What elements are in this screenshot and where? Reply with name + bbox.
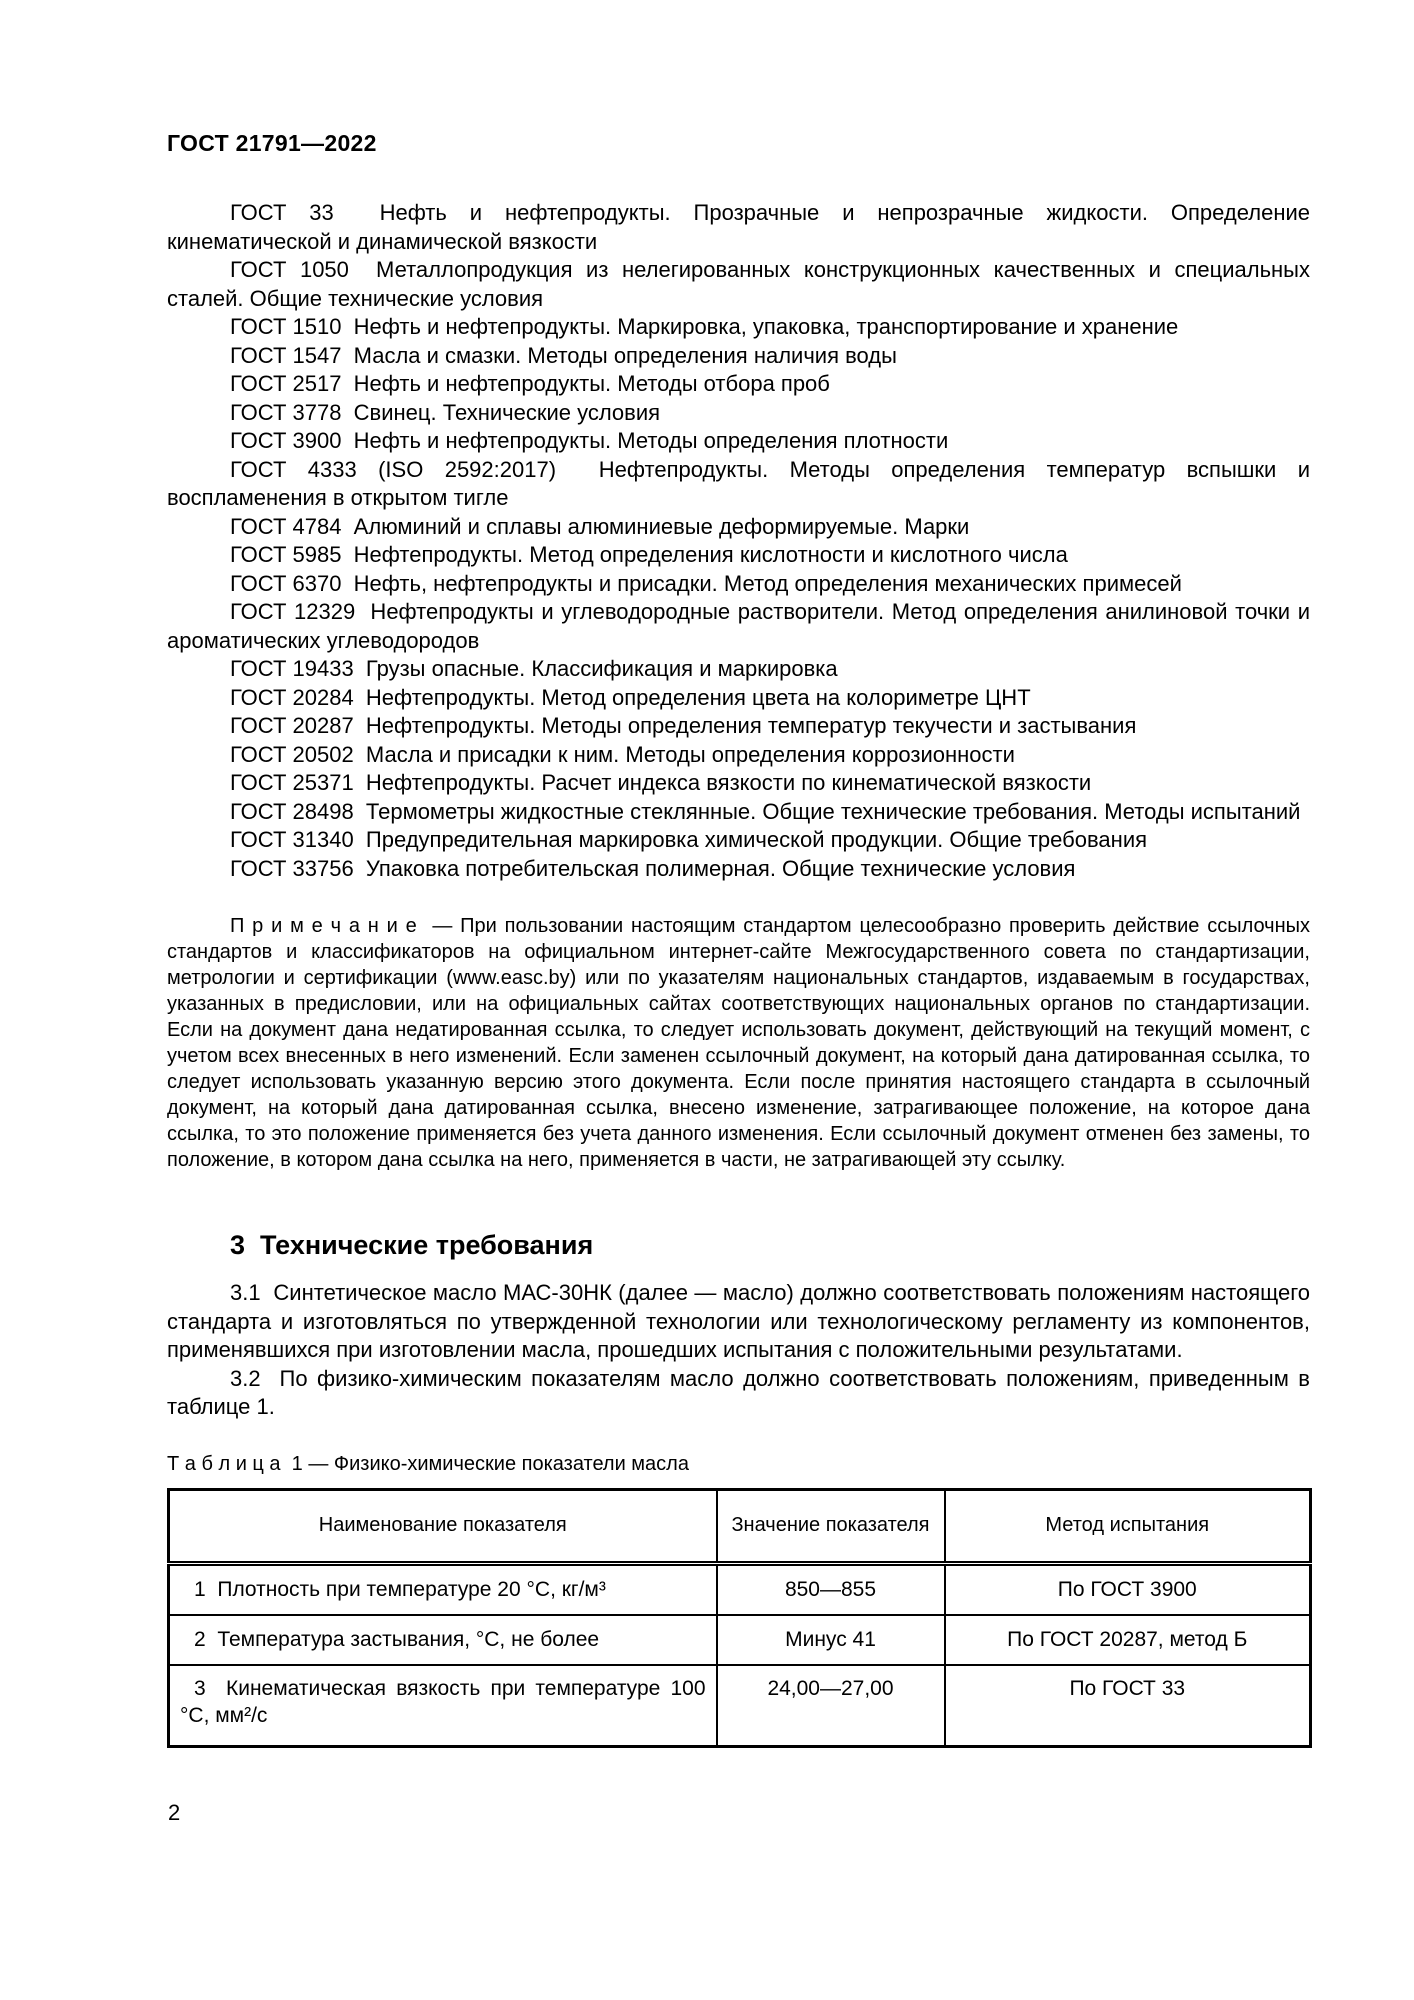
reference-item: ГОСТ 12329 Нефтепродукты и углеводородные растворители. Метод определения анилиновой точки и ароматических углеводородов <box>167 599 1310 653</box>
physico-chemical-table <box>167 1488 1312 1748</box>
reference-item: ГОСТ 28498 Термометры жидкостные стеклянные. Общие технические требования. Методы испытаний <box>230 798 1301 824</box>
reference-item: ГОСТ 1050 Металлопродукция из нелегированных конструкционных качественных и специальных сталей. Общие технические условия <box>167 257 1310 311</box>
reference-item: ГОСТ 33756 Упаковка потребительская полимерная. Общие технические условия <box>230 855 1076 881</box>
section-heading: 3 Технические требования <box>230 1230 594 1260</box>
reference-item: ГОСТ 20502 Масла и присадки к ним. Методы определения коррозионности <box>230 741 1015 767</box>
reference-item: ГОСТ 3900 Нефть и нефтепродукты. Методы определения плотности <box>230 428 949 453</box>
column-header-indicator-name: Наименование показателя <box>169 1489 717 1563</box>
table-header-row <box>169 1489 1311 1563</box>
references-list <box>167 199 1310 883</box>
reference-item: ГОСТ 4333 (ISO 2592:2017) Нефтепродукты. Методы определения температур вспышки и воспламенения в открытом тигле <box>167 456 1310 510</box>
reference-item: ГОСТ 1547 Масла и смазки. Методы определения наличия воды <box>230 342 897 368</box>
reference-item: ГОСТ 33 Нефть и нефтепродукты. Прозрачные и непрозрачные жидкости. Определение кинематической и динамической вязкости <box>167 200 1310 254</box>
reference-item: ГОСТ 3778 Свинец. Технические условия <box>230 399 661 425</box>
cell-indicator-name: 3 Кинематическая вязкость при температуре 100 °С, мм²/с <box>169 1665 717 1747</box>
page-number: 2 <box>168 1800 181 1825</box>
cell-indicator-value: 850—855 <box>717 1563 945 1615</box>
cell-test-method: По ГОСТ 20287, метод Б <box>945 1615 1311 1665</box>
column-header-test-method: Метод испытания <box>945 1489 1311 1563</box>
column-header-indicator-value: Значение показателя <box>717 1489 945 1563</box>
table-row <box>169 1563 1311 1615</box>
cell-indicator-name: 2 Температура застывания, °С, не более <box>169 1615 717 1665</box>
reference-item: ГОСТ 19433 Грузы опасные. Классификация и маркировка <box>230 656 838 681</box>
reference-item: ГОСТ 6370 Нефть, нефтепродукты и присадки. Метод определения механических примесей <box>230 570 1182 596</box>
note-paragraph: П р и м е ч а н и е — При пользовании настоящим стандартом целесообразно проверить действие ссылочных стандартов и классификаторов на официальном интернет-сайте Межгосударственного совета по стандартизации, метрологии и сертификации (www.easc.by) или по указателям национальных стандартов, издаваемым в государствах, указанных в предисловии, или на официальных сайтах соответствующих национальных органов по стандартизации. Если на документ дана недатированная ссылка, то следует использовать документ, действующий на текущий момент, с учетом всех внесенных в него изменений. Если заменен ссылочный документ, на который дана датированная ссылка, то следует использовать указанную версию этого документа. Если после принятия настоящего стандарта в ссылочный документ, на который дана датированная ссылка, внесено изменение, затрагивающее положение, на которое дана ссылка, то это положение применяется без учета данного изменения. Если ссылочный документ отменен без замены, то положение, в котором дана ссылка на него, применяется в части, не затрагивающей эту ссылку. <box>167 915 1310 1171</box>
cell-indicator-value: Минус 41 <box>717 1615 945 1665</box>
reference-item: ГОСТ 4784 Алюминий и сплавы алюминиевые деформируемые. Марки <box>230 513 970 539</box>
reference-item: ГОСТ 31340 Предупредительная маркировка химической продукции. Общие требования <box>230 827 1148 852</box>
cell-test-method: По ГОСТ 3900 <box>945 1563 1311 1615</box>
reference-item: ГОСТ 2517 Нефть и нефтепродукты. Методы отбора проб <box>230 371 830 396</box>
page-content <box>167 130 1310 1748</box>
table-caption: Т а б л и ц а 1 — Физико-химические показатели масла <box>167 1452 689 1475</box>
cell-indicator-name: 1 Плотность при температуре 20 °С, кг/м³ <box>169 1563 717 1615</box>
reference-item: ГОСТ 25371 Нефтепродукты. Расчет индекса вязкости по кинематической вязкости <box>230 770 1092 795</box>
reference-item: ГОСТ 1510 Нефть и нефтепродукты. Маркировка, упаковка, транспортирование и хранение <box>230 314 1179 339</box>
cell-test-method: По ГОСТ 33 <box>945 1665 1311 1747</box>
paragraph-3-2: 3.2 По физико-химическим показателям масло должно соответствовать положениям, приведенным в таблице 1. <box>167 1365 1310 1419</box>
reference-item: ГОСТ 20287 Нефтепродукты. Методы определения температур текучести и застывания <box>230 713 1137 738</box>
running-header: ГОСТ 21791—2022 <box>167 130 377 156</box>
table-row <box>169 1665 1311 1747</box>
reference-item: ГОСТ 5985 Нефтепродукты. Метод определения кислотности и кислотного числа <box>230 542 1068 567</box>
cell-indicator-value: 24,00—27,00 <box>717 1665 945 1747</box>
table-row <box>169 1615 1311 1665</box>
paragraph-3-1: 3.1 Синтетическое масло МАС-30НК (далее — масло) должно соответствовать положениям настоящего стандарта и изготовляться по утвержденной технологии или технологическому регламенту из компонентов, применявшихся при изготовлении масла, прошедших испытания с положительными результатами. <box>167 1280 1310 1362</box>
reference-item: ГОСТ 20284 Нефтепродукты. Метод определения цвета на колориметре ЦНТ <box>230 684 1031 710</box>
